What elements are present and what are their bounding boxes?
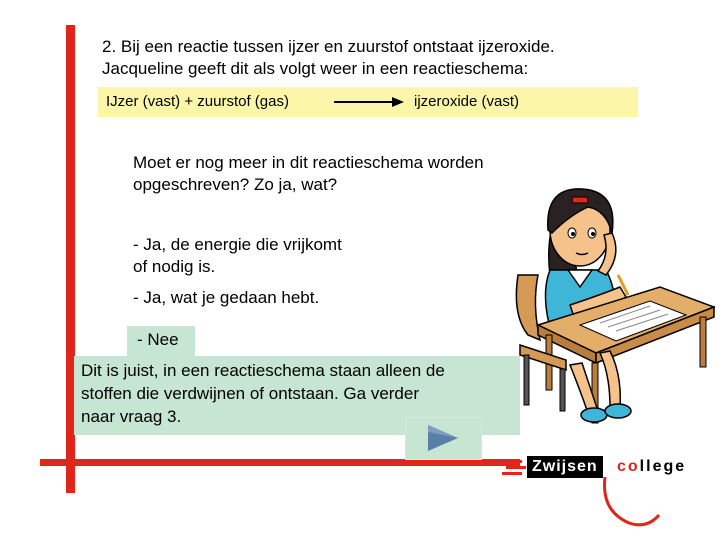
feedback-line-2: stoffen die verdwijnen of ontstaan. Ga verder (81, 384, 419, 403)
answer-line: - Nee (137, 330, 179, 349)
answer-line: - Ja, wat je gedaan hebt. (133, 288, 320, 307)
prompt-text (133, 152, 484, 196)
reactants: IJzer (vast) + zuurstof (gas) (106, 93, 289, 110)
reaction-scheme (98, 87, 638, 117)
question-text (102, 36, 555, 80)
red-horizontal-rule (40, 459, 520, 466)
reaction-arrow-icon (334, 96, 404, 108)
question-line-2: Jacqueline geeft dit als volgt weer in een reactieschema: (102, 59, 529, 78)
play-triangle-icon (426, 424, 460, 452)
logo-zwijsen: Zwijsen (527, 456, 603, 478)
answer-option-no[interactable] (127, 326, 195, 356)
question-line-1: 2. Bij een reactie tussen ijzer en zuurstof ontstaat ijzeroxide. (102, 37, 555, 56)
zwijsen-college-logo (502, 453, 702, 533)
answer-line: - Ja, de energie die vrijkomt (133, 235, 342, 254)
answer-option-action[interactable] (133, 288, 319, 308)
prompt-line-2: opgeschreven? Zo ja, wat? (133, 175, 338, 194)
logo-arc-icon (597, 471, 667, 533)
product: ijzeroxide (vast) (414, 93, 520, 110)
feedback-line-3: naar vraag 3. (81, 407, 182, 426)
answer-line: of nodig is. (133, 257, 216, 276)
logo-college-accent: co (617, 458, 640, 475)
logo-college-rest: llege (639, 458, 687, 475)
feedback-line-1: Dit is juist, in een reactieschema staan alleen de (81, 361, 445, 380)
next-button[interactable] (405, 417, 482, 460)
prompt-line-1: Moet er nog meer in dit reactieschema worden (133, 153, 484, 172)
logo-bars-icon (502, 458, 526, 478)
girl-at-desk-illustration (510, 175, 715, 440)
answer-option-energy[interactable] (133, 234, 342, 278)
